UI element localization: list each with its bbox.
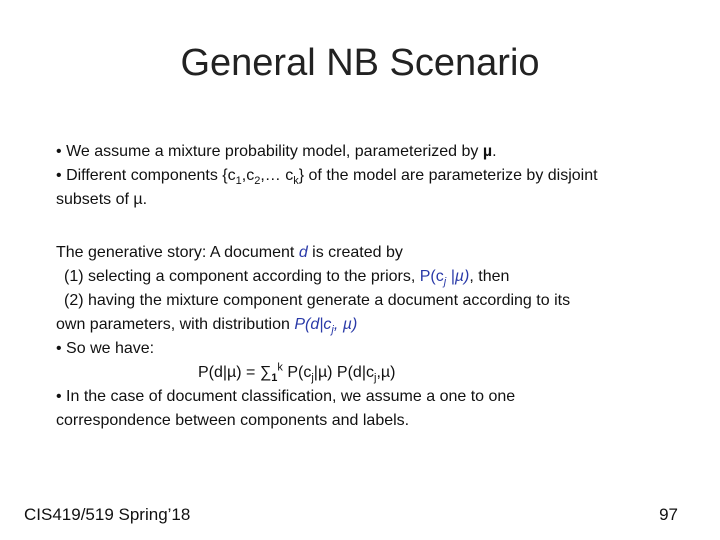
- sum-symbol: ∑: [259, 364, 272, 381]
- doc-var: d: [298, 244, 308, 261]
- slide-title: General NB Scenario: [180, 42, 540, 84]
- mixture-formula: [56, 361, 696, 385]
- mu-symbol: µ: [482, 143, 493, 160]
- prior-p: P(c: [419, 268, 444, 285]
- dist-end: , µ): [333, 316, 358, 333]
- distribution-expr: [294, 316, 358, 337]
- sub-1: 1: [235, 175, 242, 188]
- step-1: [56, 265, 696, 289]
- so-we-have: • So we have:: [56, 340, 155, 357]
- prior-expr: [419, 268, 470, 289]
- formula-part: P(c: [282, 364, 312, 381]
- step-text: (1) selecting a component according to the priors,: [64, 268, 420, 285]
- gen-text: The generative story: A document: [56, 244, 299, 261]
- sub-k: k: [293, 175, 299, 188]
- classification-note-cont: correspondence between components and labels.: [56, 412, 410, 429]
- bullet-text: We assume a mixture probability model, parameterized by: [66, 143, 483, 160]
- bullet-mixture-model: [56, 140, 696, 164]
- generative-block: [56, 241, 696, 433]
- classification-note: • In the case of document classification, we assume a one to one: [56, 388, 516, 405]
- components-continuation: subsets of µ.: [56, 191, 148, 208]
- sum-upper: k: [277, 361, 283, 374]
- sub-2: 2: [254, 175, 261, 188]
- formula-end: ,µ): [376, 364, 396, 381]
- step-2-continuation: [56, 313, 696, 337]
- step-text-end: , then: [469, 268, 510, 285]
- sub-j: j: [331, 324, 334, 337]
- bullet-marker: •: [56, 143, 62, 160]
- generative-intro: [56, 241, 696, 265]
- step-2: (2) having the mixture component generate a document according to its: [64, 292, 571, 309]
- components-text: ,… c: [260, 167, 294, 184]
- page-number: 97: [659, 505, 678, 524]
- bullets-block: [56, 140, 696, 212]
- components-text: } of the model are parameterize by disjoint: [298, 167, 598, 184]
- dist-p: P(d|c: [294, 316, 332, 333]
- bullet-marker: •: [56, 167, 62, 184]
- sub-j: j: [311, 372, 314, 385]
- formula-part: |µ) P(d|c: [313, 364, 374, 381]
- prior-end: |µ): [446, 268, 470, 285]
- sub-j: j: [373, 372, 377, 385]
- sub-j: j: [443, 276, 447, 289]
- bullet-components: [56, 164, 696, 188]
- formula-lhs: P(d|µ) =: [198, 364, 260, 381]
- components-text: ,c: [241, 167, 255, 184]
- footer-course: CIS419/519 Spring’18: [24, 505, 191, 524]
- sum-lower: 1: [271, 372, 278, 385]
- components-text: Different components {c: [66, 167, 236, 184]
- step-text: own parameters, with distribution: [56, 316, 295, 333]
- gen-text: is created by: [307, 244, 403, 261]
- bullet-end: .: [492, 143, 497, 160]
